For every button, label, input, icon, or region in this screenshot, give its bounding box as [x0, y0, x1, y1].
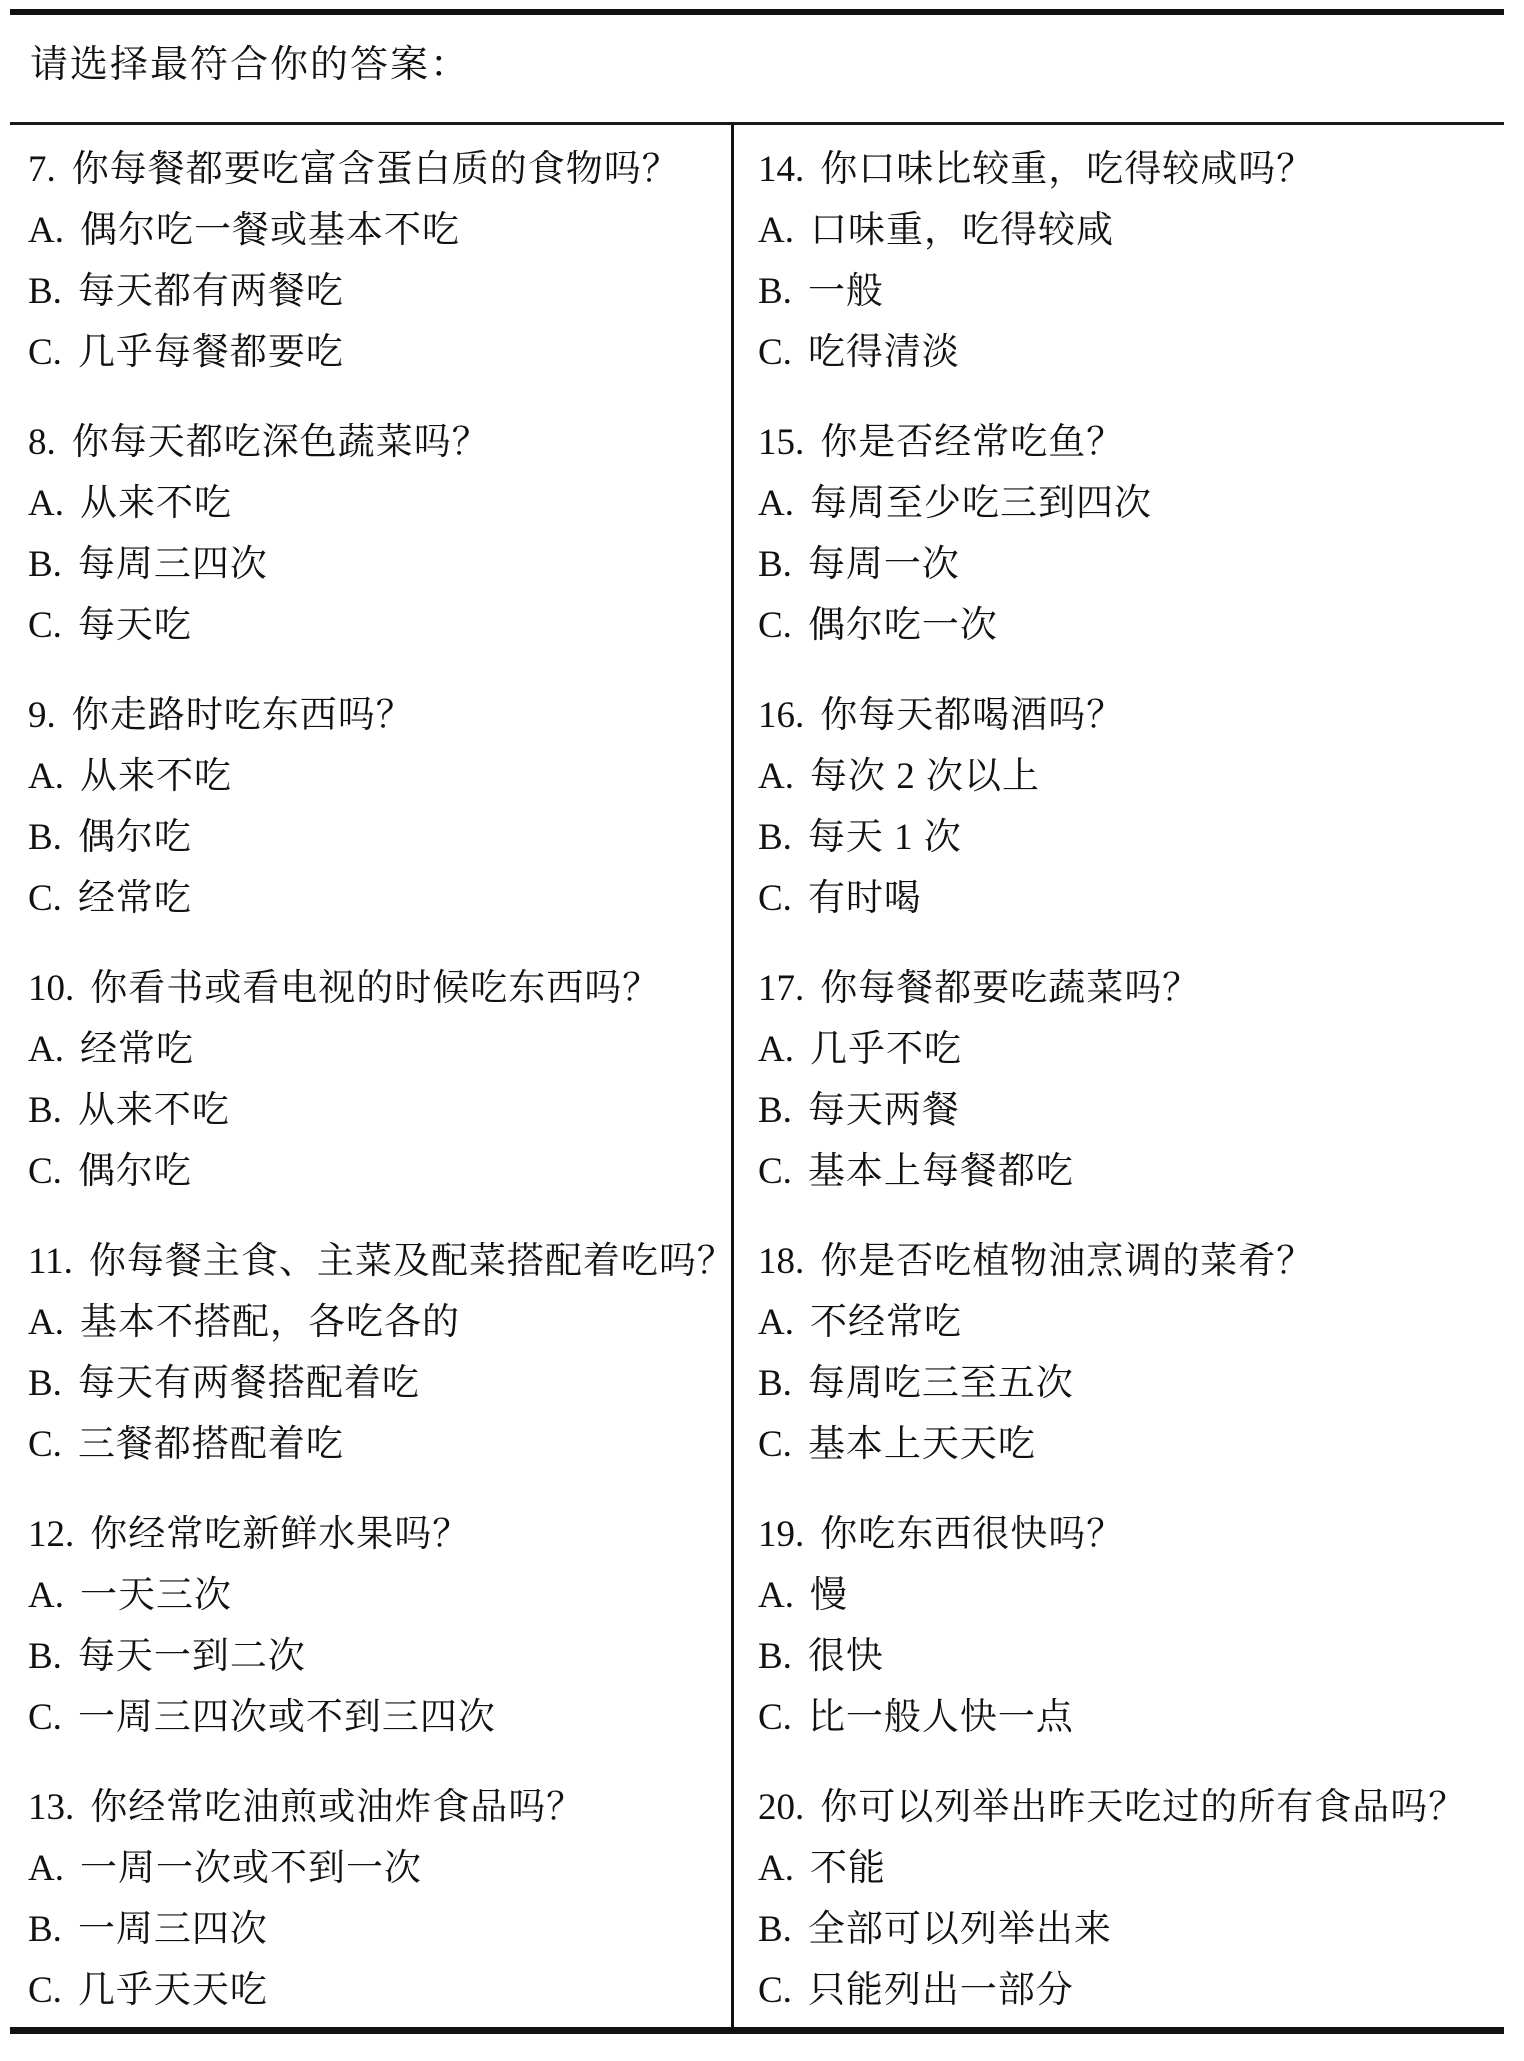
question-13-option-B-label: B. — [28, 1909, 62, 1950]
question-11-option-C-text: 三餐都搭配着吃 — [77, 1424, 344, 1465]
question-8-label: 8. — [28, 422, 56, 463]
question-9-option-B-text: 偶尔吃 — [77, 817, 192, 858]
question-17-option-B-label: B. — [758, 1090, 792, 1131]
question-7-option-A-text: 偶尔吃一餐或基本不吃 — [79, 210, 460, 251]
question-16-option-A-label: A. — [758, 756, 794, 797]
question-13-option-B — [28, 1899, 731, 1960]
question-19-text: 你吃东西很快吗？ — [820, 1514, 1125, 1555]
question-19-option-B — [758, 1626, 1524, 1687]
question-15-option-C — [758, 595, 1524, 656]
question-10-option-B-text: 从来不吃 — [77, 1090, 230, 1131]
question-18-option-A-text: 不经常吃 — [809, 1302, 962, 1343]
bottom-rule — [10, 2027, 1504, 2034]
question-12-label: 12. — [28, 1514, 75, 1555]
question-15-option-B — [758, 534, 1524, 595]
question-12-option-A-label: A. — [28, 1575, 64, 1616]
question-20-option-A-label: A. — [758, 1848, 794, 1889]
question-12-option-B-label: B. — [28, 1636, 62, 1677]
question-16-option-A — [758, 746, 1524, 807]
question-14-option-A — [758, 200, 1524, 261]
question-18-option-B-text: 每周吃三至五次 — [807, 1363, 1074, 1404]
question-18-label: 18. — [758, 1241, 805, 1282]
question-table — [0, 125, 1524, 2027]
question-13-label: 13. — [28, 1787, 75, 1828]
question-19-option-C — [758, 1687, 1524, 1748]
question-8-option-B-label: B. — [28, 544, 62, 585]
question-17-option-B — [758, 1080, 1524, 1141]
question-20-option-B — [758, 1899, 1524, 1960]
question-7-option-B-label: B. — [28, 271, 62, 312]
question-7-option-B-text: 每天都有两餐吃 — [77, 271, 344, 312]
question-13 — [28, 1777, 731, 1838]
question-20-option-A-text: 不能 — [809, 1848, 886, 1889]
question-14-option-B-label: B. — [758, 271, 792, 312]
question-15-option-B-text: 每周一次 — [807, 544, 960, 585]
question-17 — [758, 958, 1524, 1019]
question-18-option-B-label: B. — [758, 1363, 792, 1404]
question-15-option-A-label: A. — [758, 483, 794, 524]
question-8-text: 你每天都吃深色蔬菜吗？ — [71, 422, 490, 463]
question-20-text: 你可以列举出昨天吃过的所有食品吗？ — [820, 1787, 1467, 1828]
question-17-option-C-text: 基本上每餐都吃 — [807, 1151, 1074, 1192]
question-10-option-B-label: B. — [28, 1090, 62, 1131]
question-block-8 — [28, 412, 731, 656]
question-14-option-C-label: C. — [758, 332, 792, 373]
question-10-option-A-text: 经常吃 — [79, 1029, 194, 1070]
question-11-text: 你每餐主食、主菜及配菜搭配着吃吗？ — [88, 1241, 735, 1282]
question-7-option-C-label: C. — [28, 332, 62, 373]
question-10 — [28, 958, 731, 1019]
question-7 — [28, 139, 731, 200]
question-12-option-C-text: 一周三四次或不到三四次 — [77, 1697, 496, 1738]
question-14-label: 14. — [758, 149, 805, 190]
question-8-option-C — [28, 595, 731, 656]
question-19-option-B-text: 很快 — [807, 1636, 884, 1677]
question-20 — [758, 1777, 1524, 1838]
question-18-option-A-label: A. — [758, 1302, 794, 1343]
question-12-option-C — [28, 1687, 731, 1748]
question-9-text: 你走路时吃东西吗？ — [71, 695, 414, 736]
top-rule — [10, 9, 1504, 15]
question-10-option-A — [28, 1019, 731, 1080]
question-20-option-C-label: C. — [758, 1970, 792, 2011]
question-18 — [758, 1231, 1524, 1292]
question-19-option-B-label: B. — [758, 1636, 792, 1677]
question-14-option-B — [758, 261, 1524, 322]
question-18-text: 你是否吃植物油烹调的菜肴？ — [820, 1241, 1315, 1282]
question-12-option-B-text: 每天一到二次 — [77, 1636, 306, 1677]
question-14-text: 你口味比较重，吃得较咸吗？ — [820, 149, 1315, 190]
question-11-option-C-label: C. — [28, 1424, 62, 1465]
page-title: 请选择最符合你的答案： — [30, 44, 471, 86]
question-13-option-C-label: C. — [28, 1970, 62, 2011]
question-13-text: 你经常吃油煎或油炸食品吗？ — [90, 1787, 585, 1828]
question-7-option-A — [28, 200, 731, 261]
question-16-option-A-text: 每次 2 次以上 — [809, 756, 1040, 797]
question-11-label: 11. — [28, 1241, 73, 1282]
question-15-option-C-label: C. — [758, 605, 792, 646]
question-9-label: 9. — [28, 695, 56, 736]
question-17-option-A — [758, 1019, 1524, 1080]
question-block-7 — [28, 139, 731, 383]
question-9 — [28, 685, 731, 746]
question-11 — [28, 1231, 735, 1292]
question-16-option-C-text: 有时喝 — [807, 878, 922, 919]
question-20-option-B-label: B. — [758, 1909, 792, 1950]
question-16-option-B-label: B. — [758, 817, 792, 858]
question-13-option-C — [28, 1960, 731, 2021]
question-20-option-C-text: 只能列出一部分 — [807, 1970, 1074, 2011]
question-12-text: 你经常吃新鲜水果吗？ — [90, 1514, 471, 1555]
question-11-option-A-label: A. — [28, 1302, 64, 1343]
question-8-option-A — [28, 473, 731, 534]
question-12-option-A-text: 一天三次 — [79, 1575, 232, 1616]
question-11-option-A — [28, 1292, 731, 1353]
question-7-option-C — [28, 322, 731, 383]
question-block-9 — [28, 685, 731, 929]
question-9-option-C-text: 经常吃 — [77, 878, 192, 919]
question-8-option-A-text: 从来不吃 — [79, 483, 232, 524]
question-7-text: 你每餐都要吃富含蛋白质的食物吗？ — [71, 149, 680, 190]
question-10-option-A-label: A. — [28, 1029, 64, 1070]
question-15-option-C-text: 偶尔吃一次 — [807, 605, 998, 646]
question-7-option-C-text: 几乎每餐都要吃 — [77, 332, 344, 373]
question-18-option-A — [758, 1292, 1524, 1353]
question-15-option-A-text: 每周至少吃三到四次 — [809, 483, 1152, 524]
question-19-label: 19. — [758, 1514, 805, 1555]
question-15-option-A — [758, 473, 1524, 534]
question-12 — [28, 1504, 731, 1565]
question-16-text: 你每天都喝酒吗？ — [820, 695, 1125, 736]
question-17-option-B-text: 每天两餐 — [807, 1090, 960, 1131]
question-8-option-B — [28, 534, 731, 595]
question-17-option-A-label: A. — [758, 1029, 794, 1070]
question-9-option-A-text: 从来不吃 — [79, 756, 232, 797]
question-8-option-C-text: 每天吃 — [77, 605, 192, 646]
question-14 — [758, 139, 1524, 200]
question-10-label: 10. — [28, 968, 75, 1009]
question-11-option-B-text: 每天有两餐搭配着吃 — [77, 1363, 420, 1404]
question-17-label: 17. — [758, 968, 805, 1009]
question-10-option-C-text: 偶尔吃 — [77, 1151, 192, 1192]
question-column-right — [731, 125, 1524, 2027]
question-block-20 — [758, 1777, 1524, 2021]
question-20-option-C — [758, 1960, 1524, 2021]
question-16-option-B — [758, 807, 1524, 868]
question-20-option-B-text: 全部可以列举出来 — [807, 1909, 1112, 1950]
question-19 — [758, 1504, 1524, 1565]
question-7-option-A-label: A. — [28, 210, 64, 251]
question-8-option-C-label: C. — [28, 605, 62, 646]
question-13-option-B-text: 一周三四次 — [77, 1909, 268, 1950]
question-10-option-C-label: C. — [28, 1151, 62, 1192]
question-14-option-A-label: A. — [758, 210, 794, 251]
question-19-option-C-label: C. — [758, 1697, 792, 1738]
question-11-option-B-label: B. — [28, 1363, 62, 1404]
question-block-18 — [758, 1231, 1524, 1475]
question-8-option-B-text: 每周三四次 — [77, 544, 268, 585]
question-17-text: 你每餐都要吃蔬菜吗？ — [820, 968, 1201, 1009]
question-9-option-C — [28, 868, 731, 929]
question-column-left — [0, 125, 735, 2027]
question-13-option-C-text: 几乎天天吃 — [77, 1970, 268, 2011]
question-9-option-A — [28, 746, 731, 807]
question-16-label: 16. — [758, 695, 805, 736]
question-13-option-A-label: A. — [28, 1848, 64, 1889]
question-12-option-A — [28, 1565, 731, 1626]
question-14-option-C-text: 吃得清淡 — [807, 332, 960, 373]
question-15-option-B-label: B. — [758, 544, 792, 585]
question-block-17 — [758, 958, 1524, 1202]
question-14-option-B-text: 一般 — [807, 271, 884, 312]
question-18-option-B — [758, 1353, 1524, 1414]
question-block-16 — [758, 685, 1524, 929]
question-block-13 — [28, 1777, 731, 2021]
question-block-12 — [28, 1504, 731, 1748]
question-17-option-C — [758, 1141, 1524, 1202]
question-8-option-A-label: A. — [28, 483, 64, 524]
question-12-option-B — [28, 1626, 731, 1687]
question-9-option-C-label: C. — [28, 878, 62, 919]
question-10-option-C — [28, 1141, 731, 1202]
question-12-option-C-label: C. — [28, 1697, 62, 1738]
question-7-option-B — [28, 261, 731, 322]
question-10-text: 你看书或看电视的时候吃东西吗？ — [90, 968, 661, 1009]
question-16 — [758, 685, 1524, 746]
question-17-option-A-text: 几乎不吃 — [809, 1029, 962, 1070]
question-14-option-C — [758, 322, 1524, 383]
question-19-option-C-text: 比一般人快一点 — [807, 1697, 1074, 1738]
question-9-option-B-label: B. — [28, 817, 62, 858]
question-15-label: 15. — [758, 422, 805, 463]
question-18-option-C — [758, 1414, 1524, 1475]
question-13-option-A — [28, 1838, 731, 1899]
question-15-text: 你是否经常吃鱼？ — [820, 422, 1125, 463]
question-7-label: 7. — [28, 149, 56, 190]
question-18-option-C-label: C. — [758, 1424, 792, 1465]
question-19-option-A-label: A. — [758, 1575, 794, 1616]
question-9-option-B — [28, 807, 731, 868]
question-15 — [758, 412, 1524, 473]
question-10-option-B — [28, 1080, 731, 1141]
question-block-10 — [28, 958, 731, 1202]
question-block-19 — [758, 1504, 1524, 1748]
question-18-option-C-text: 基本上天天吃 — [807, 1424, 1036, 1465]
question-11-option-C — [28, 1414, 731, 1475]
question-20-option-A — [758, 1838, 1524, 1899]
question-9-option-A-label: A. — [28, 756, 64, 797]
question-block-14 — [758, 139, 1524, 383]
question-11-option-B — [28, 1353, 731, 1414]
question-16-option-C-label: C. — [758, 878, 792, 919]
question-20-label: 20. — [758, 1787, 805, 1828]
question-19-option-A-text: 慢 — [809, 1575, 848, 1616]
question-16-option-B-text: 每天 1 次 — [807, 817, 962, 858]
question-17-option-C-label: C. — [758, 1151, 792, 1192]
question-14-option-A-text: 口味重，吃得较咸 — [809, 210, 1114, 251]
question-block-15 — [758, 412, 1524, 656]
question-13-option-A-text: 一周一次或不到一次 — [79, 1848, 422, 1889]
question-16-option-C — [758, 868, 1524, 929]
question-19-option-A — [758, 1565, 1524, 1626]
question-11-option-A-text: 基本不搭配，各吃各的 — [79, 1302, 460, 1343]
question-8 — [28, 412, 731, 473]
question-block-11 — [28, 1231, 735, 1475]
